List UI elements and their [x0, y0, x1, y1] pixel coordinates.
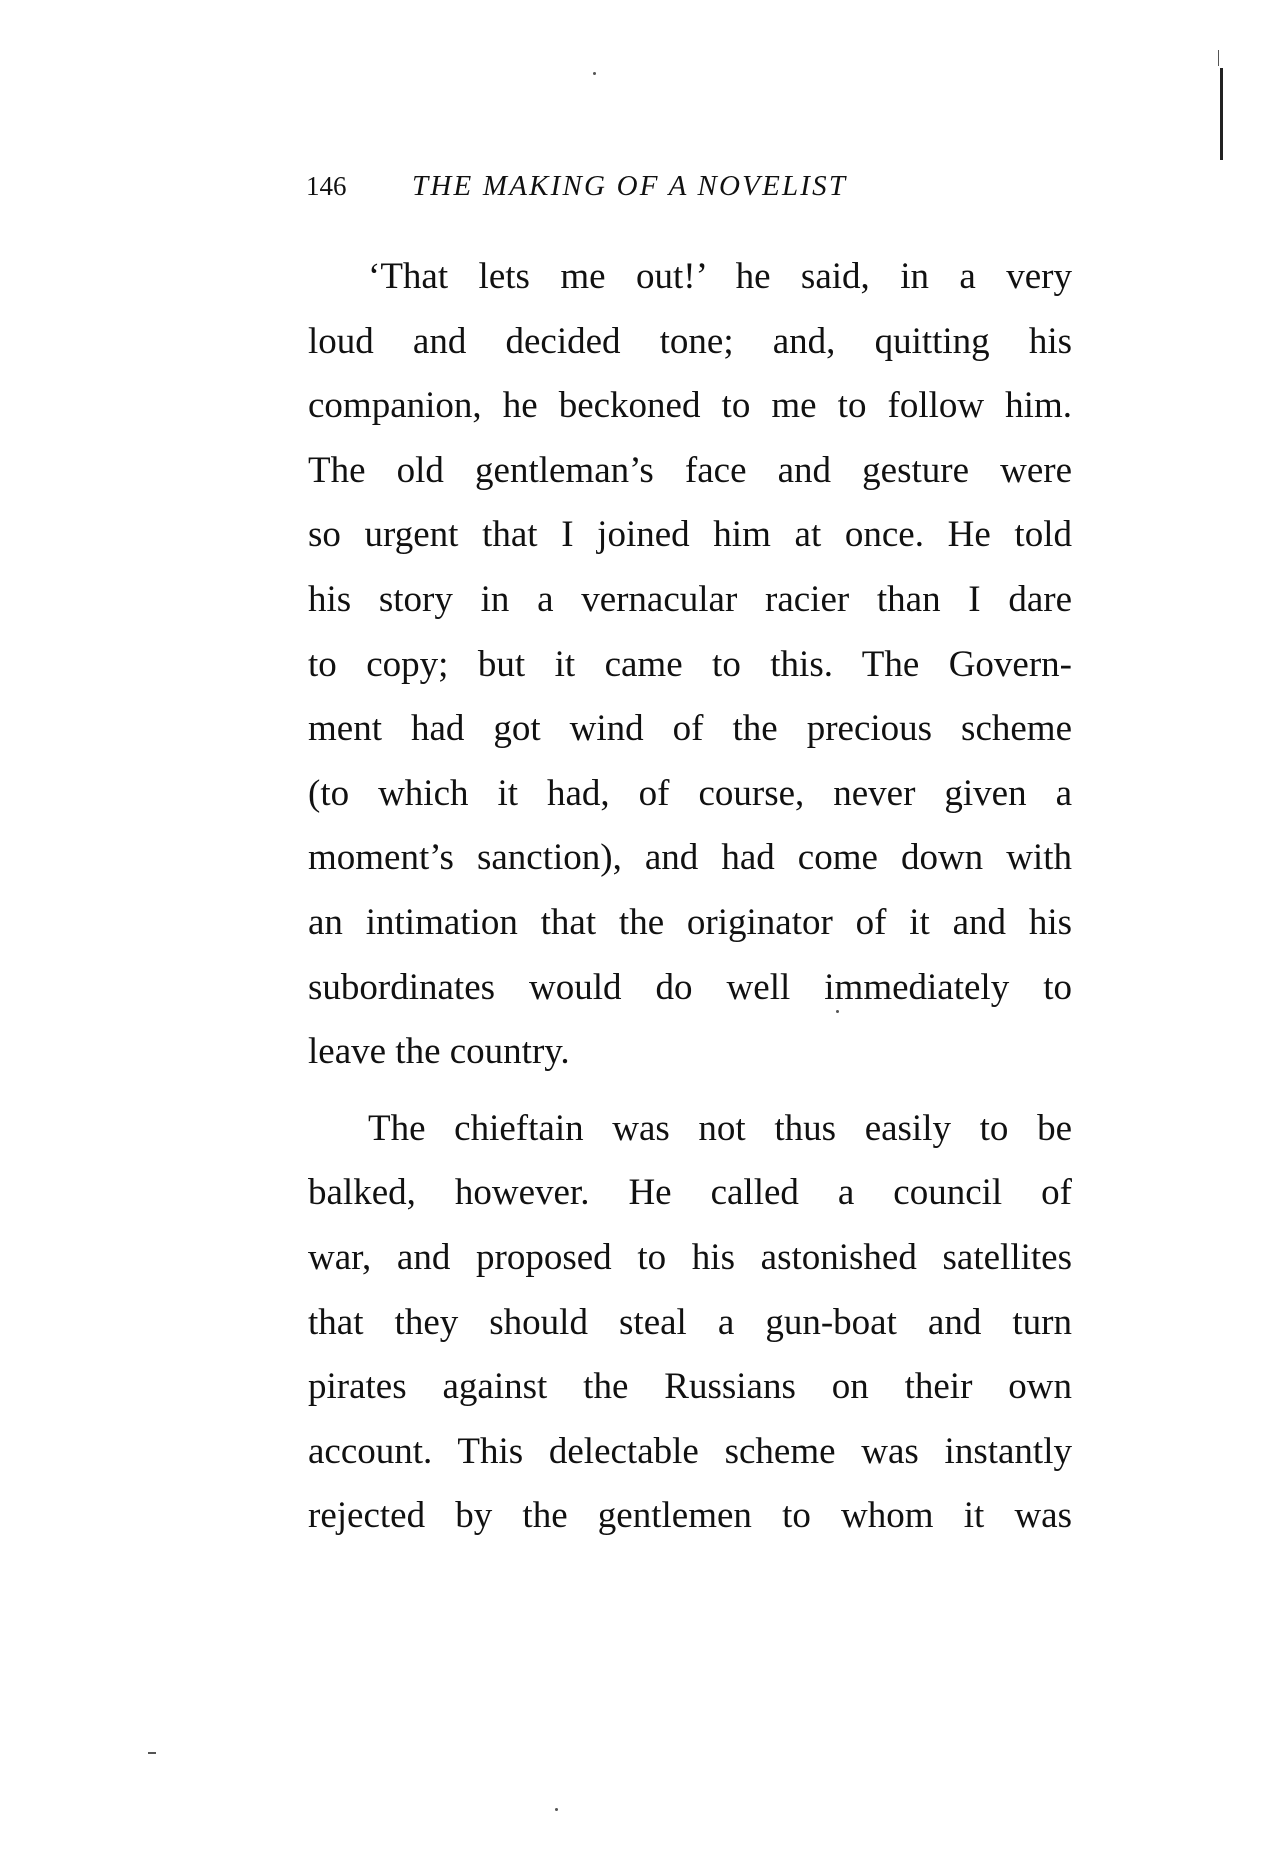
text-line: to copy; but it came to this. The Govern- — [308, 643, 1072, 685]
paragraph — [308, 245, 1072, 1085]
text-line: account. This delectable scheme was instantly — [308, 1430, 1072, 1472]
page-header — [306, 164, 1086, 208]
text-line: war, and proposed to his astonished satellites — [308, 1236, 1072, 1278]
text-line: (to which it had, of course, never given a — [308, 772, 1072, 814]
text-line: companion, he beckoned to me to follow him. — [308, 385, 1072, 427]
running-head: THE MAKING OF A NOVELIST — [412, 170, 848, 202]
page-number: 146 — [306, 171, 347, 201]
text-line: ment had got wind of the precious scheme — [308, 708, 1072, 750]
paragraph-gap — [308, 1085, 1072, 1097]
text-line: pirates against the Russians on their own — [308, 1366, 1072, 1408]
text-line: The old gentleman’s face and gesture were — [308, 449, 1072, 491]
text-line: subordinates would do well immediately to — [308, 966, 1072, 1008]
paragraph — [308, 1097, 1072, 1549]
scan-speck — [593, 72, 596, 75]
body-text — [308, 245, 1072, 1549]
text-line: ‘That lets me out!’ he said, in a very — [368, 256, 1072, 297]
text-line: leave the country. — [308, 1031, 570, 1073]
text-line: an intimation that the originator of it and his — [308, 901, 1072, 943]
text-line: moment’s sanction), and had come down with — [308, 837, 1072, 879]
text-line: that they should steal a gun-boat and turn — [308, 1301, 1072, 1343]
text-line: rejected by the gentlemen to whom it was — [308, 1495, 1072, 1537]
text-line: balked, however. He called a council of — [308, 1172, 1072, 1214]
scan-speck — [148, 1752, 156, 1754]
scan-edge-mark — [1220, 68, 1223, 160]
scan-edge-mark — [1218, 50, 1219, 66]
text-line: his story in a vernacular racier than I dare — [308, 578, 1072, 620]
scan-speck — [555, 1808, 558, 1811]
text-line: so urgent that I joined him at once. He told — [308, 514, 1072, 556]
text-line: The chieftain was not thus easily to be — [368, 1107, 1072, 1149]
text-line: loud and decided tone; and, quitting his — [308, 320, 1072, 362]
